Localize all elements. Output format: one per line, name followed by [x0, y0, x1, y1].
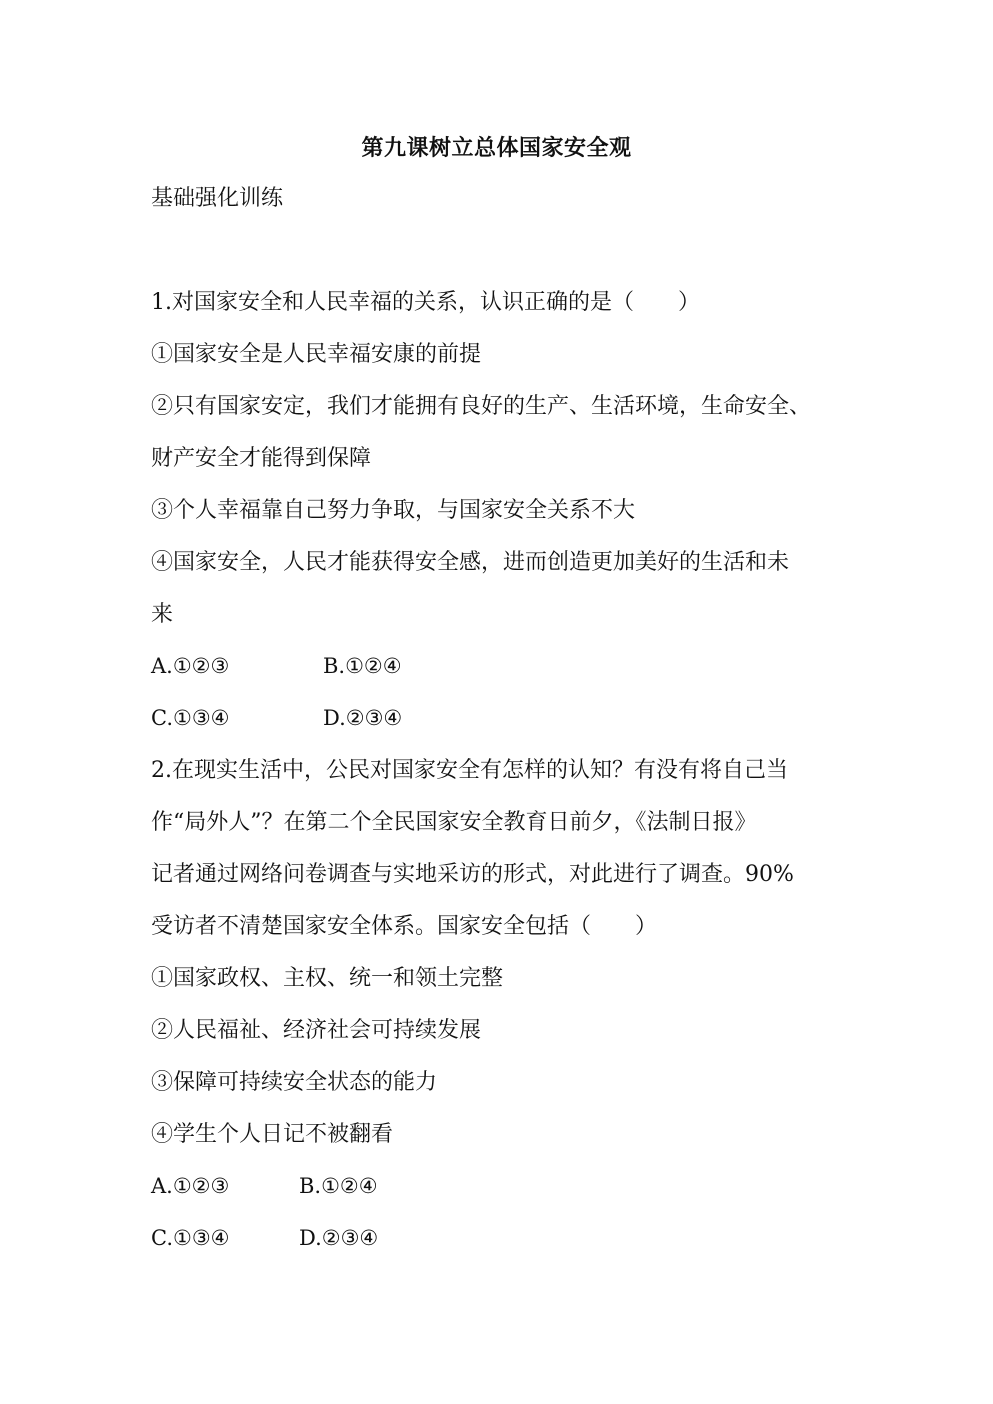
question-2-option-a: A.①②③	[151, 1174, 230, 1198]
question-2-option-c: C.①③④	[151, 1226, 230, 1250]
question-1-item-2: ②只有国家安定，我们才能拥有良好的生产、生活环境，生命安全、	[151, 394, 812, 419]
question-1-option-c: C.①③④	[151, 706, 230, 730]
section-heading: 基础强化训练	[151, 186, 284, 211]
question-2-item-3: ③保障可持续安全状态的能力	[151, 1070, 438, 1095]
question-2-item-2: ②人民福祉、经济社会可持续发展	[151, 1018, 482, 1043]
question-1-item-1: ①国家安全是人民幸福安康的前提	[151, 342, 482, 367]
question-1-item-3: ③个人幸福靠自己努力争取，与国家安全关系不大	[151, 498, 636, 523]
question-2-stem-line-2: 作“局外人”？在第二个全民国家安全教育日前夕，《法制日报》	[151, 810, 757, 835]
question-1-item-4-cont: 来	[151, 602, 174, 627]
question-2-item-1: ①国家政权、主权、统一和领土完整	[151, 966, 504, 991]
question-1-item-2-cont: 财产安全才能得到保障	[151, 446, 372, 471]
question-2-option-b: B.①②④	[299, 1174, 378, 1198]
question-2-stem-line-1: 2.在现实生活中，公民对国家安全有怎样的认知？有没有将自己当	[151, 758, 788, 783]
question-2-item-4: ④学生个人日记不被翻看	[151, 1122, 394, 1147]
question-1-option-d: D.②③④	[323, 706, 403, 730]
question-2-option-d: D.②③④	[299, 1226, 379, 1250]
question-2-stem-line-3: 记者通过网络问卷调查与实地采访的形式，对此进行了调查。90%	[151, 862, 794, 887]
question-1-stem: 1.对国家安全和人民幸福的关系，认识正确的是（ ）	[151, 290, 700, 315]
question-1-item-4: ④国家安全，人民才能获得安全感，进而创造更加美好的生活和未	[151, 550, 790, 575]
question-1-option-a: A.①②③	[151, 654, 230, 678]
question-1-option-b: B.①②④	[323, 654, 402, 678]
question-2-stem-line-4: 受访者不清楚国家安全体系。国家安全包括（ ）	[151, 914, 658, 939]
document-title: 第九课树立总体国家安全观	[361, 135, 632, 161]
